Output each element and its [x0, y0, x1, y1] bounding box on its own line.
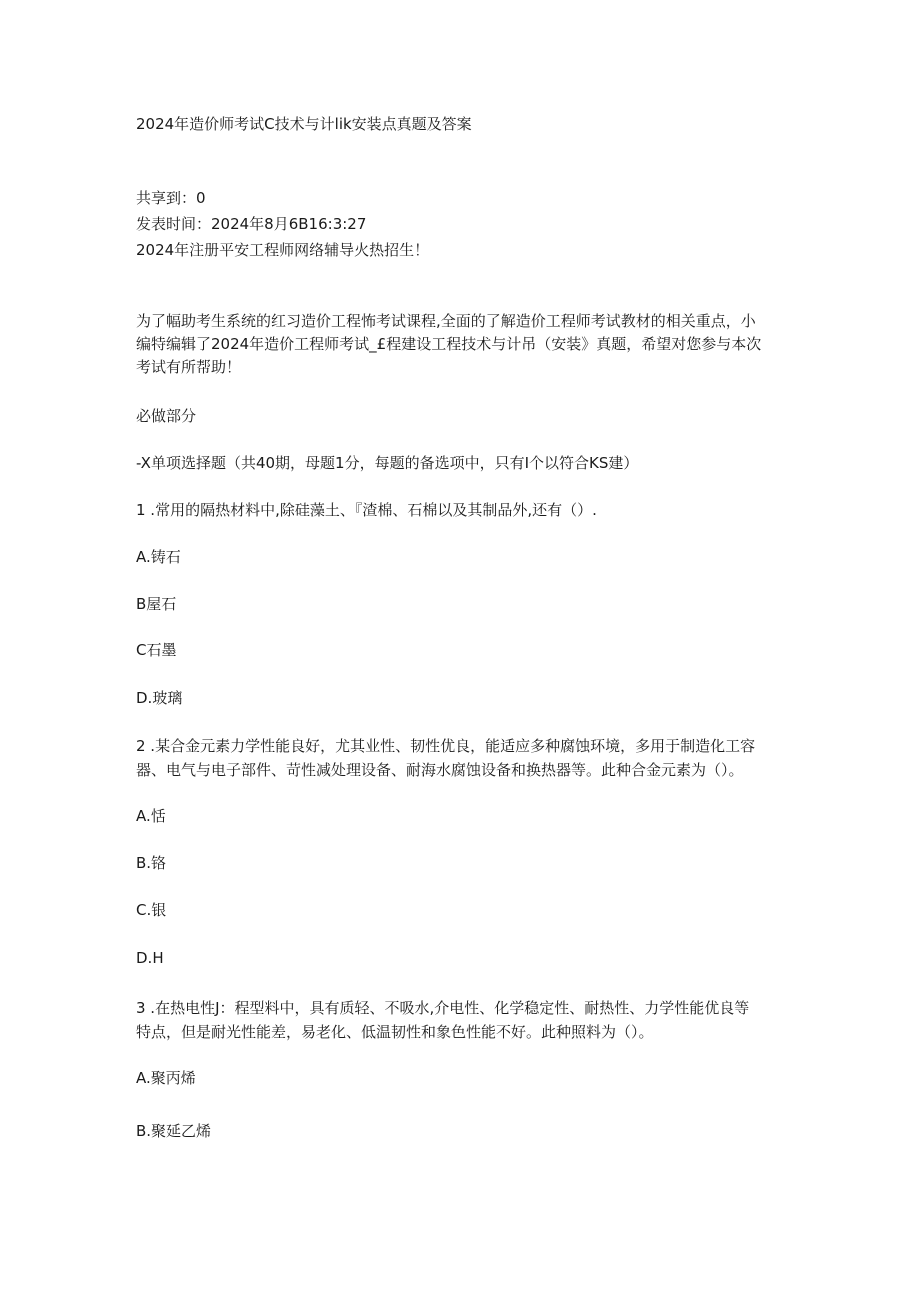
question-1-stem: 1 .常用的隔热材料中,除硅藻土、『渣棉、石棉以及其制品外,还有（）. [136, 501, 597, 519]
question-1-option-c: C石墨 [136, 641, 177, 659]
question-3-stem-line: 3 .在热电性J：程型料中，具有质轻、不吸水,介电性、化学稳定性、耐热性、力学性能优良等 [136, 999, 750, 1017]
intro-line: 编特编辑了2024年造价工程师考试_£程建设工程技术与计吊（安装》真题，希望对您参与本次 [136, 335, 762, 353]
section-title: 必做部分 [136, 407, 197, 425]
question-3-stem-line: 特点，但是耐光性能差，易老化、低温韧性和象色性能不好。此种照料为（）。 [136, 1023, 654, 1041]
question-2-option-d: D.H [136, 949, 164, 967]
intro-paragraph [136, 310, 786, 379]
intro-line: 为了幅助考生系统的红习造价工程怖考试课程,全面的了解造价工程师考试教材的相关重点，小 [136, 312, 756, 330]
question-1-option-d: D.玻璃 [136, 689, 183, 707]
share-count: 共享到：0 [136, 189, 206, 207]
question-2-option-c: C.银 [136, 901, 167, 919]
question-3-stem [136, 996, 796, 1044]
enrollment-notice: 2024年注册平安工程师网络辅导火热招生！ [136, 241, 430, 259]
publish-time: 发表时间：2024年8月6B16:3:27 [136, 215, 367, 233]
intro-line: 考试有所帮助！ [136, 358, 242, 376]
question-1-option-b: B屋石 [136, 595, 177, 613]
document-title: 2024年造价师考试C技术与计lik安装点真题及答案 [136, 115, 472, 133]
question-1-option-a: A.铸石 [136, 548, 181, 566]
question-2-option-b: B.铬 [136, 854, 167, 872]
question-2-stem [136, 734, 796, 782]
question-type-heading: -X单项选择题（共40期，母题1分，每题的备选项中，只有I个以符合KS建） [136, 454, 639, 472]
question-2-option-a: A.恬 [136, 807, 166, 825]
question-3-option-a: A.聚丙烯 [136, 1069, 196, 1087]
question-3-option-b: B.聚延乙烯 [136, 1122, 212, 1140]
question-2-stem-line: 器、电气与电子部件、苛性减处理设备、耐海水腐蚀设备和换热器等。此种合金元素为（）。 [136, 761, 744, 779]
question-2-stem-line: 2 .某合金元素力学性能良好，尤其业性、韧性优良，能适应多种腐蚀环境，多用于制造化工容 [136, 737, 756, 755]
